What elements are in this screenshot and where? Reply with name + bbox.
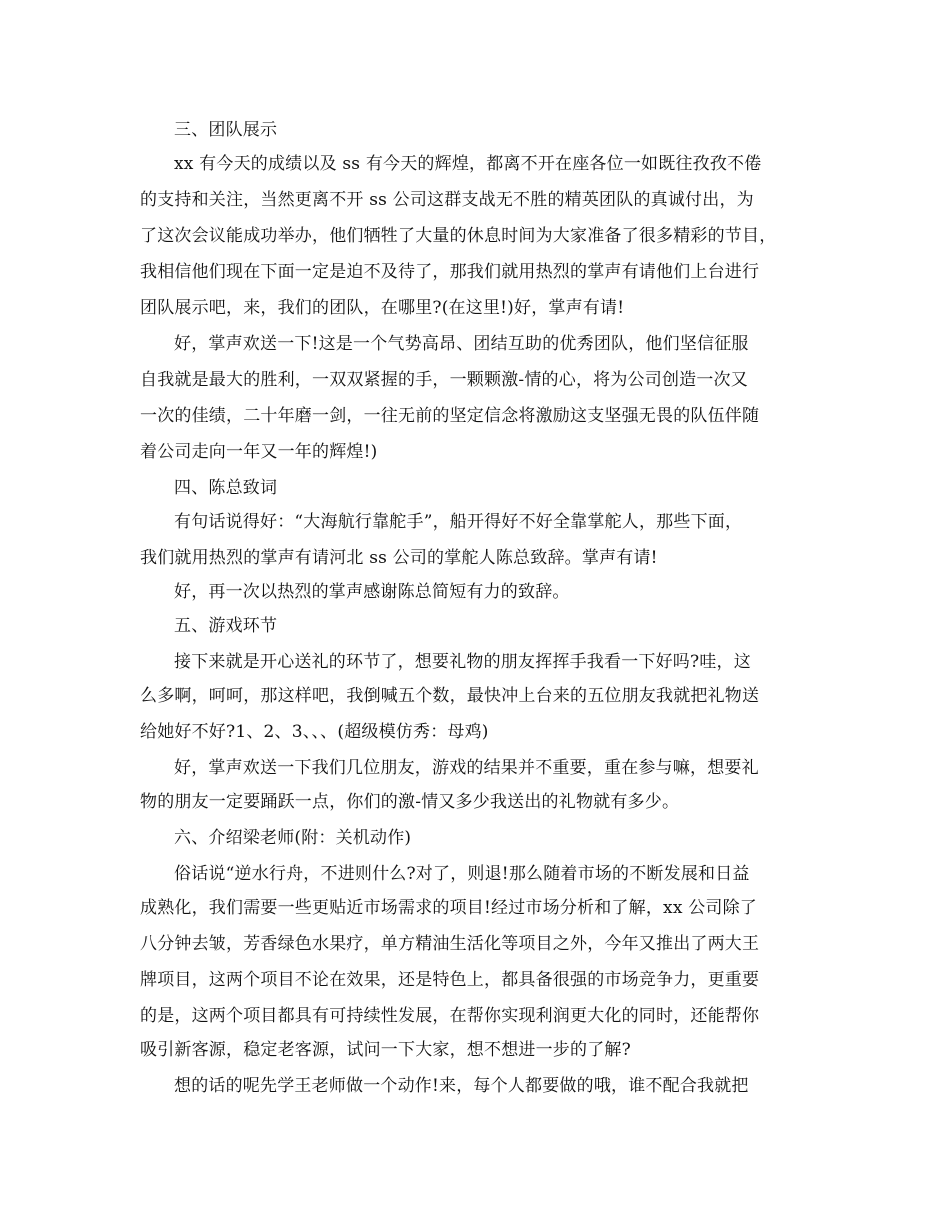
paragraph-line: 着公司走向一年又一年的辉煌!) <box>140 442 378 462</box>
paragraph-line: 有句话说得好：“大海航行靠舵手”，船开得好不好全靠掌舵人，那些下面， <box>174 512 743 532</box>
paragraph-line: 好，掌声欢送一下!这是一个气势高昂、团结互助的优秀团队，他们坚信征服 <box>174 334 749 354</box>
paragraph-line: 俗话说“逆水行舟，不进则什么?对了，则退!那么随着市场的不断发展和日益 <box>174 864 750 884</box>
paragraph-line: 么多啊，呵呵，那这样吧，我倒喊五个数，最快冲上台来的五位朋友我就把礼物送 <box>140 686 760 706</box>
paragraph-line: 牌项目，这两个项目不论在效果，还是特色上，都具备很强的市场竞争力，更重要 <box>140 970 760 990</box>
paragraph-line: 给她好不好?1、2、3、、、(超级模仿秀：母鸡) <box>140 722 489 742</box>
paragraph-line: 好，再一次以热烈的掌声感谢陈总简短有力的致辞。 <box>174 582 570 602</box>
section-heading-chen-speech: 四、陈总致词 <box>174 478 278 498</box>
section-heading-team-showcase: 三、团队展示 <box>174 120 278 140</box>
paragraph-line: 接下来就是开心送礼的环节了，想要礼物的朋友挥挥手我看一下好吗?哇，这 <box>174 652 751 672</box>
paragraph-line: 成熟化，我们需要一些更贴近市场需求的项目!经过市场分析和了解，xx 公司除了 <box>140 898 758 918</box>
paragraph-line: 自我就是最大的胜利，一双双紧握的手，一颗颗激-情的心，将为公司创造一次又 <box>140 370 748 390</box>
section-heading-teacher-intro: 六、介绍梁老师(附：关机动作) <box>174 828 412 848</box>
paragraph-line: 我相信他们现在下面一定是迫不及待了，那我们就用热烈的掌声有请他们上台进行 <box>140 262 760 282</box>
paragraph-line: 的是，这两个项目都具有可持续性发展，在帮你实现利润更大化的同时，还能帮你 <box>140 1006 760 1026</box>
section-heading-game: 五、游戏环节 <box>174 616 278 636</box>
paragraph-line: 了这次会议能成功举办，他们牺牲了大量的休息时间为大家准备了很多精彩的节目， <box>140 226 777 246</box>
paragraph-line: 一次的佳绩，二十年磨一剑，一往无前的坚定信念将激励这支坚强无畏的队伍伴随 <box>140 406 760 426</box>
paragraph-line: 物的朋友一定要踊跃一点，你们的激-情又多少我送出的礼物就有多少。 <box>140 792 680 812</box>
paragraph-line: 的支持和关注，当然更离不开 ss 公司这群支战无不胜的精英团队的真诚付出，为 <box>140 190 754 210</box>
paragraph-line: 八分钟去皱，芳香绿色水果疗，单方精油生活化等项目之外，今年又推出了两大王 <box>140 934 760 954</box>
paragraph-line: 吸引新客源，稳定老客源，试问一下大家，想不想进一步的了解? <box>140 1040 631 1060</box>
paragraph-line: 想的话的呢先学王老师做一个动作!来，每个人都要做的哦，谁不配合我就把 <box>174 1076 749 1096</box>
paragraph-line: 好，掌声欢送一下我们几位朋友，游戏的结果并不重要，重在参与嘛，想要礼 <box>174 758 759 778</box>
paragraph-line: 我们就用热烈的掌声有请河北 ss 公司的掌舵人陈总致辞。掌声有请! <box>140 548 658 568</box>
paragraph-line: 团队展示吧，来，我们的团队，在哪里?(在这里!)好，掌声有请! <box>140 298 625 318</box>
paragraph-line: xx 有今天的成绩以及 ss 有今天的辉煌，都离不开在座各位一如既往孜孜不倦 <box>174 154 762 174</box>
